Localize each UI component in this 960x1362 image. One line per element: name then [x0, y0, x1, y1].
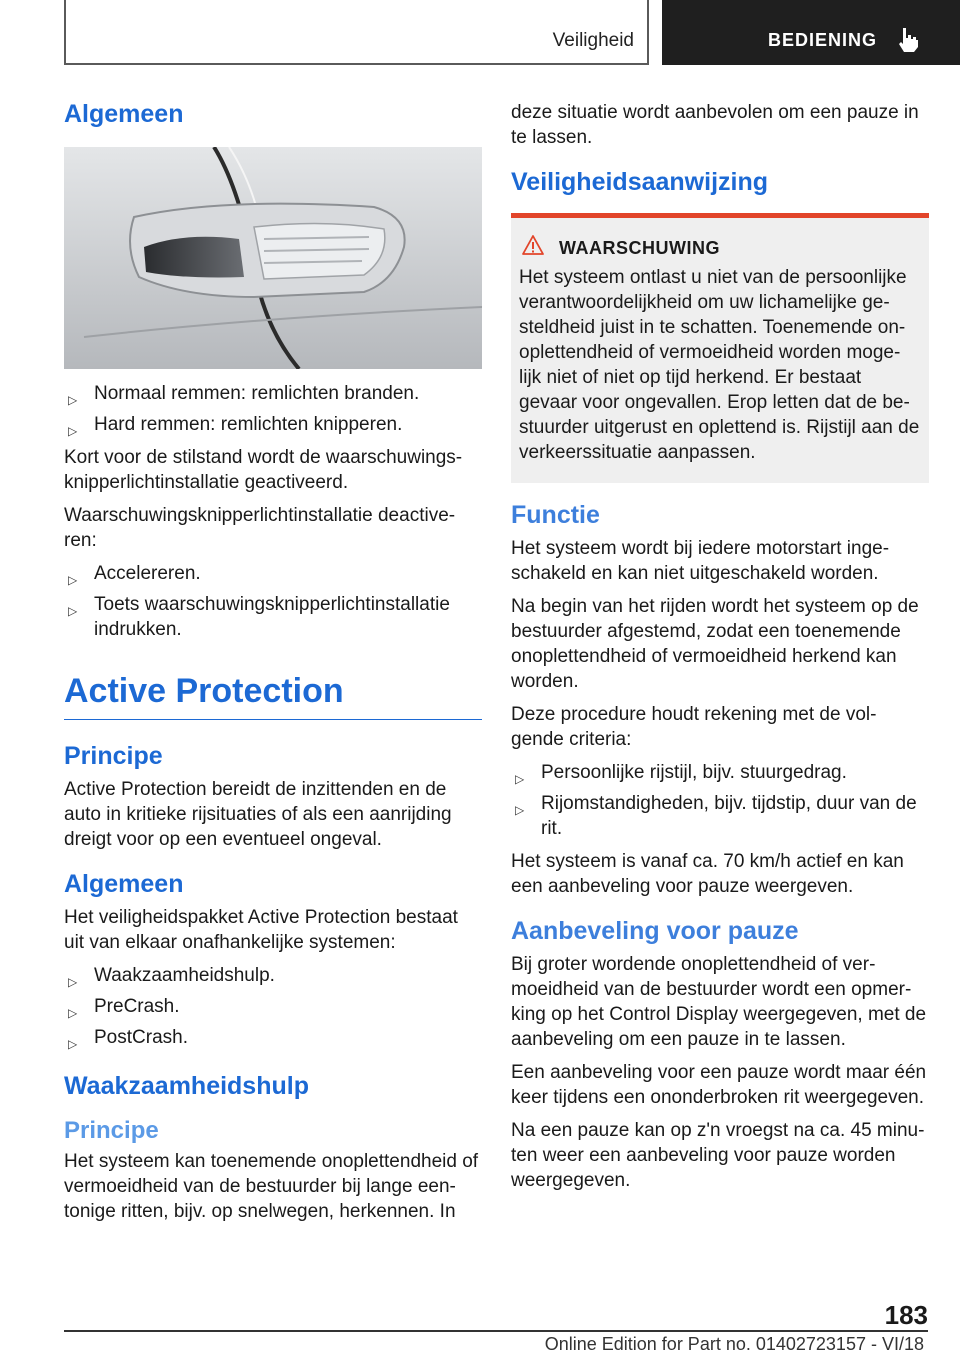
paragraph: Na begin van het rijden wordt het systeem op de bestuurder afgestemd, zodat een toenemende onoplettendheid of vermoeidheid herkend kan worden.	[511, 596, 919, 692]
list-item: ▷ Rijomstandigheden, bijv. tijdstip, duur van de rit.	[515, 793, 917, 839]
header-chapter-label: BEDIENING	[768, 30, 878, 50]
list-item: ▷ Toets waarschuwingsknipperlichtinstallatie indrukken.	[68, 594, 450, 640]
triangle-bullet-icon: ▷	[515, 803, 525, 817]
paragraph: Bij groter wordende onoplettendheid of ver-moeidheid van de bestuurder wordt een opmer-king op het Control Display weergegeven, met de aanbeveling om een pauze in te lassen.	[511, 954, 927, 1050]
right-column	[511, 100, 929, 1201]
warning-text: Het systeem ontlast u niet van de persoonlijke verantwoordelijkheid om uw lichamelijke ge-steldheid juist in te schatten. Toenemende on-oplettendheid of vermoeidheid worden moge-lijk niet of niet op tijd herkend. Er bestaat gevaar voor ongevallen. Erop letten dat de be-stuurder uitgerust en oplettend is. Rijstijl aan de verkeerssituatie aanpassen.	[519, 267, 920, 463]
brake-light-list	[64, 381, 482, 437]
list-item: ▷ Persoonlijke rijstijl, bijv. stuurgedrag.	[511, 760, 929, 785]
paragraph: deze situatie wordt aanbevolen om een pauze in te lassen.	[511, 102, 919, 148]
paragraph: Het veiligheidspakket Active Protection bestaat uit van elkaar onafhankelijke systemen:	[64, 907, 458, 953]
header-rule-divider	[647, 0, 649, 64]
footer-edition: Online Edition for Part no. 01402723157 - VI/18	[544, 1334, 924, 1354]
heading-algemeen: Algemeen	[64, 100, 184, 128]
triangle-bullet-icon: ▷	[68, 1006, 78, 1020]
paragraph: Waarschuwingsknipperlichtinstallatie deactive-ren:	[64, 505, 456, 551]
list-item: ▷ Hard remmen: remlichten knipperen.	[64, 412, 482, 437]
header-chapter-tab[interactable]	[662, 0, 960, 65]
paragraph: Een aanbeveling voor een pauze wordt maar één keer tijdens een ononderbroken rit weergegeven.	[511, 1062, 927, 1108]
triangle-bullet-icon: ▷	[68, 1037, 78, 1051]
triangle-bullet-icon: ▷	[515, 772, 525, 786]
triangle-bullet-icon: ▷	[68, 393, 78, 407]
heading-principe-2: Principe	[64, 1117, 159, 1144]
heading-algemeen-2: Algemeen	[64, 870, 184, 898]
header-rule-bottom	[64, 63, 649, 65]
heading-functie: Functie	[511, 501, 600, 529]
triangle-bullet-icon: ▷	[68, 424, 78, 438]
deactivate-list	[64, 561, 482, 642]
paragraph: Deze procedure houdt rekening met de vol-gende criteria:	[511, 704, 877, 750]
paragraph: Het systeem kan toenemende onoplettendheid of vermoeidheid van de bestuurder bij lange een-tonige ritten, bijv. op snelwegen, herkennen. In	[64, 1151, 479, 1222]
list-item: ▷ PostCrash.	[64, 1025, 482, 1050]
footer-rule	[64, 1330, 928, 1332]
page-number: 183	[884, 1300, 928, 1330]
list-item: ▷ Normaal remmen: remlichten branden.	[64, 381, 482, 406]
paragraph: Active Protection bereidt de inzittenden en de auto in kritieke rijsituaties of als een aanrijding dreigt voor op een eventueel ongeval.	[64, 779, 452, 850]
warning-box	[511, 213, 929, 483]
systems-list	[64, 963, 482, 1050]
warning-triangle-icon	[521, 234, 545, 256]
list-item: ▷ Accelereren.	[64, 561, 482, 586]
warning-title: WAARSCHUWING	[559, 238, 921, 259]
triangle-bullet-icon: ▷	[68, 573, 78, 587]
list-item: ▷ PreCrash.	[64, 994, 482, 1019]
paragraph: Het systeem wordt bij iedere motorstart inge-schakeld en kan niet uitgeschakeld worden.	[511, 538, 890, 584]
triangle-bullet-icon: ▷	[68, 975, 78, 989]
paragraph: Kort voor de stilstand wordt de waarschuwings-knipperlichtinstallatie geactiveerd.	[64, 447, 463, 493]
heading-principe: Principe	[64, 742, 163, 770]
paragraph: Na een pauze kan op z'n vroegst na ca. 45 minu-ten weer een aanbeveling voor pauze worden weergegeven.	[511, 1120, 925, 1191]
left-column	[64, 100, 482, 1232]
paragraph: Het systeem is vanaf ca. 70 km/h actief en kan een aanbeveling voor pauze weergeven.	[511, 851, 904, 897]
heading-aanbeveling-voor-pauze: Aanbeveling voor pauze	[511, 917, 799, 945]
triangle-bullet-icon: ▷	[68, 604, 78, 618]
header-section-title: Veiligheid	[552, 30, 634, 51]
taillight-image	[64, 147, 482, 369]
criteria-list	[511, 760, 929, 841]
heading-waakzaamheidshulp: Waakzaamheidshulp	[64, 1072, 309, 1100]
hand-pointer-icon	[894, 25, 922, 53]
list-item: ▷ Waakzaamheidshulp.	[64, 963, 482, 988]
header-rule-left	[64, 0, 66, 64]
taillight-illustration	[64, 147, 482, 369]
heading-veiligheidsaanwijzing: Veiligheidsaanwijzing	[511, 168, 769, 196]
heading-active-protection: Active Protection	[64, 672, 482, 720]
